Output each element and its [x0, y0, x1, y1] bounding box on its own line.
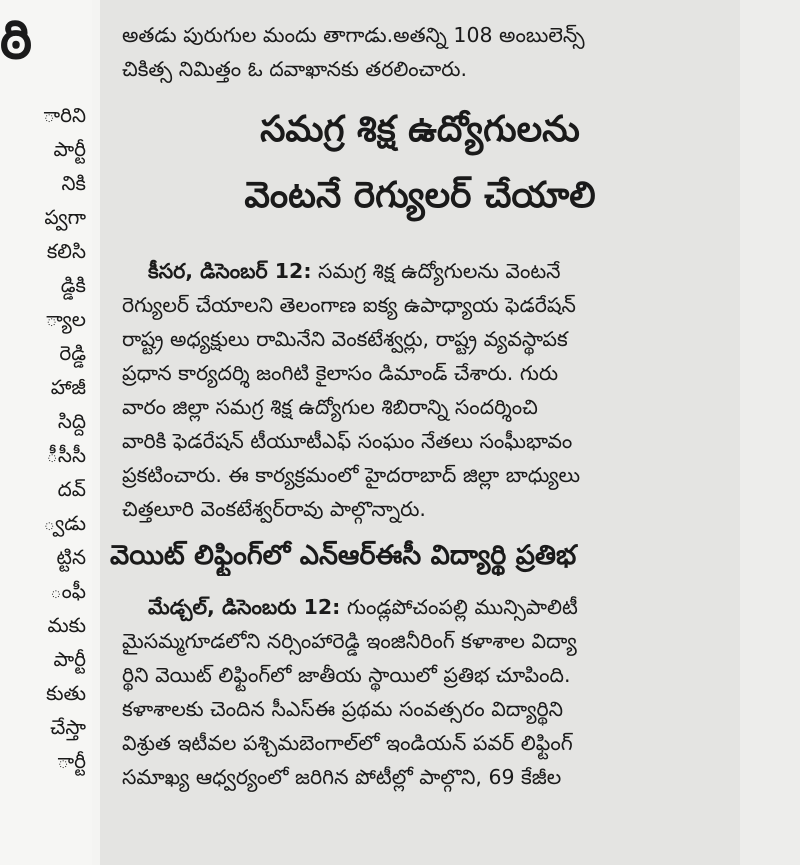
left-fragment: దవ్: [57, 477, 86, 501]
body-line: రాష్ట్ర అధ్యక్షులు రామినేని వెంకటేశ్వర్లు, రాష్ట్ర వ్యవస్థాపక: [122, 327, 568, 351]
body-line: సమాఖ్య ఆధ్వర్యంలో జరిగిన పోటీల్లో పాల్గొని, 69 కేజీల: [122, 765, 562, 789]
left-fragment: ్వడు: [43, 511, 86, 535]
headline: సమగ్ర శిక్ష ఉద్యోగులను: [260, 109, 580, 150]
left-fragment: పార్టీ: [53, 647, 86, 671]
body-line: వారికి ఫెడరేషన్ టీయూటీఎఫ్ సంఘం నేతలు సంఘీభావం: [122, 429, 573, 453]
headline: వెంటనే రెగ్యులర్ చేయాలి: [244, 175, 596, 216]
body-line: ర్థిని వెయిట్ లిఫ్టింగ్‌లో జాతీయ స్థాయిలో ప్రతిభ చూపింది.: [122, 663, 571, 687]
left-column-glyph: ఠి: [0, 8, 33, 71]
body-text: గుండ్లపోచంపల్లి మున్సిపాలిటీ: [340, 595, 578, 619]
body-line: [148, 590, 722, 624]
left-fragment: కలిసి: [46, 239, 86, 263]
left-fragment: హాజీ: [50, 375, 86, 399]
left-fragment: చేస్తా: [50, 715, 86, 739]
left-fragment: మకు: [47, 613, 86, 637]
body-line: వారం జిల్లా సమగ్ర శిక్ష ఉద్యోగుల శిబిరాన్ని సందర్శించి: [122, 395, 538, 419]
right-margin: [740, 0, 800, 865]
left-fragment: కుతు: [46, 681, 86, 705]
body-line: మైసమ్మగూడలోని నర్సింహారెడ్డి ఇంజినీరింగ్ కళాశాల విద్యా: [122, 629, 577, 653]
body-line: విశ్రుత ఇటీవల పశ్చిమబెంగాల్‌లో ఇండియన్ పవర్ లిఫ్టింగ్: [122, 731, 573, 755]
left-fragment: ట్టిన: [56, 545, 86, 569]
left-column-fragment: [0, 0, 92, 865]
body-text: సమగ్ర శిక్ష ఉద్యోగులను వెంటనే: [311, 259, 561, 283]
left-fragment: ంఫీ: [50, 579, 86, 603]
left-fragment: నికి: [61, 171, 86, 195]
body-line: అతడు పురుగుల మందు తాగాడు.అతన్ని 108 అంబులెన్స్: [122, 23, 585, 47]
body-line: చికిత్స నిమిత్తం ఓ దవాఖానకు తరలించారు.: [122, 57, 468, 81]
left-fragment: డ్డికి: [60, 273, 86, 297]
body-line: రెగ్యులర్ చేయాలని తెలంగాణ ఐక్య ఉపాధ్యాయ ఫెడరేషన్: [122, 293, 576, 317]
left-fragment: ార్టీ: [57, 749, 86, 773]
dateline: కీసర, డిసెంబర్ 12:: [148, 259, 312, 283]
left-fragment: ీసీసీ: [46, 443, 86, 467]
body-line: [148, 254, 722, 288]
left-fragment: రెడ్డి: [59, 341, 86, 365]
body-line: చిత్తలూరి వెంకటేశ్వర్‌రావు పాల్గొన్నారు.: [122, 497, 426, 521]
left-fragment: పార్టీ: [53, 137, 86, 161]
body-line: ప్రకటించారు. ఈ కార్యక్రమంలో హైదరాబాద్ జిల్లా బాధ్యులు: [122, 463, 581, 487]
subheadline: వెయిట్ లిఫ్టింగ్‌లో ఎన్ఆర్ఈసీ విద్యార్థి ప్రతిభ: [110, 540, 577, 571]
dateline: మేడ్చల్, డిసెంబరు 12:: [148, 595, 341, 619]
body-line: ప్రధాన కార్యదర్శి జంగిటి కైలాసం డిమాండ్ చేశారు. గురు: [122, 361, 559, 385]
left-fragment: ప్వగా: [44, 205, 86, 229]
article-column: [100, 0, 740, 865]
left-fragment: ారిని: [43, 103, 86, 127]
body-line: కళాశాలకు చెందిన సీఎస్ఈ ప్రథమ సంవత్సరం విద్యార్థిని: [122, 697, 564, 721]
left-fragment: సిద్ది: [57, 409, 86, 433]
left-fragment: ్యాల: [45, 307, 86, 331]
